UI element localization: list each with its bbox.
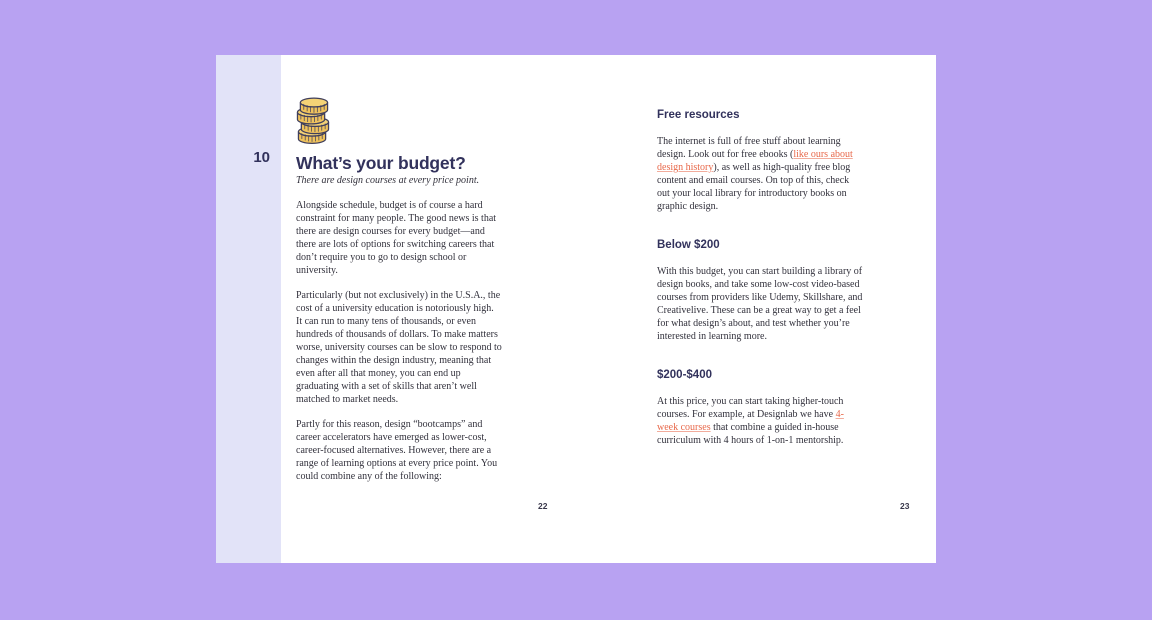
body-paragraph: Alongside schedule, budget is of course a hard constraint for many people. The good news is that there are design courses for every budget—and there are lots of options for switching careers that don’t require you to go to design school or university. [296,200,497,276]
chapter-number: 10 [253,149,270,166]
body-paragraph: Partly for this reason, design “bootcamps” and career accelerators have emerged as lower-cost, career-focused alternatives. However, there are a range of learning options at every price point. You could combine any of the following: [296,419,498,482]
chapter-title: What’s your budget? [296,153,466,173]
coin-stack-icon [296,97,502,144]
paragraph-text: The internet is full of free stuff about learning design. Look out for free ebooks ( [657,136,841,160]
body-paragraph: Particularly (but not exclusively) in the U.S.A., the cost of a university education is notoriously high. It can run to many tens of thousands, or even hundreds of thousands of dollars. To make matters worse, university courses can be slow to respond to changes within the design industry, meaning that even after all that money, you can end up graduating with a set of skills that aren’t well matched to market needs. [296,290,502,405]
four-week-courses-link[interactable]: 4-week courses [657,409,844,433]
body-paragraph: With this budget, you can start building a library of design books, and take some low-cost video-based courses from providers like Udemy, Skillshare, and Creativelive. These can be a great way to get a feel for what design’s about, and test whether you’re interested in learning more. [657,266,863,342]
paragraph-text: that combine a guided in-house curriculum with 4 hours of 1-on-1 mentorship. [657,422,844,446]
chapter-lede: There are design courses at every price point. [296,175,480,186]
free-ebook-link[interactable]: like ours about design history [657,149,853,173]
ebook-spread [216,55,936,563]
page-number-right: 23 [900,501,910,511]
page-number-left: 22 [538,501,548,511]
section-200-400 [657,369,863,447]
section-heading: $200-$400 [657,369,712,381]
paragraph-text: ), as well as high-quality free blog content and email courses. On top of this, check out your local library for introductory books on graphic design. [657,162,851,212]
section-heading: Free resources [657,109,740,121]
page-left-column [296,97,502,483]
body-paragraph [657,135,863,213]
chapter-sidebar [216,55,281,563]
body-paragraph [657,395,863,447]
section-below-200 [657,239,863,343]
page-right-column [657,109,863,447]
section-heading: Below $200 [657,239,720,251]
paragraph-text: At this price, you can start taking higher-touch courses. For example, at Designlab we have [657,396,844,420]
section-free-resources [657,109,863,213]
